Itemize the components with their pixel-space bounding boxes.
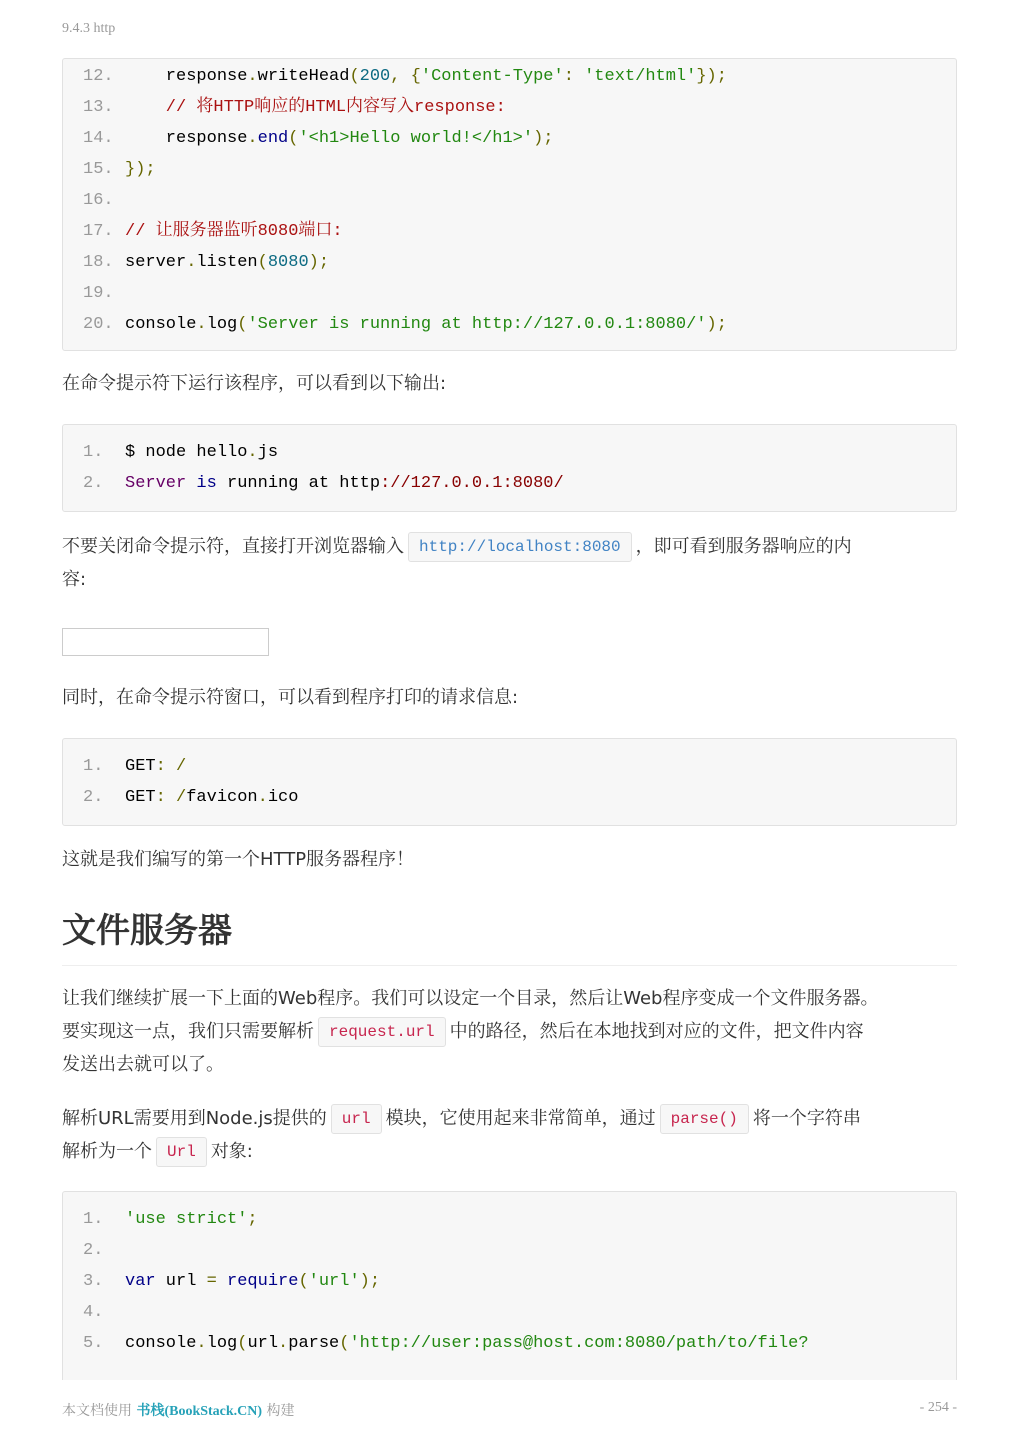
running-header: 9.4.3 http xyxy=(62,21,116,36)
inline-code-localhost-url: http://localhost:8080 xyxy=(408,532,632,562)
section-heading-file-server: 文件服务器 xyxy=(62,906,957,966)
line-number: 1. xyxy=(83,1210,104,1229)
code-line xyxy=(63,309,727,340)
paragraph-url-module xyxy=(62,1102,957,1168)
code-block-url-parse xyxy=(62,1191,957,1380)
code-text: $ node hello.js xyxy=(125,443,279,462)
inline-code-url-object: Url xyxy=(156,1137,207,1167)
code-block-server xyxy=(62,58,957,351)
footer-suffix: 构建 xyxy=(266,1403,295,1419)
paragraph-text: 对象: xyxy=(210,1141,253,1162)
line-number: 2. xyxy=(83,788,104,807)
line-number: 20. xyxy=(83,315,114,334)
code-line xyxy=(63,247,329,278)
code-text: GET: /favicon.ico xyxy=(125,788,299,807)
line-number: 3. xyxy=(83,1272,104,1291)
paragraph-text: 要实现这一点，我们只需要解析 xyxy=(62,1021,314,1042)
line-number: 14. xyxy=(83,129,114,148)
code-text: response.writeHead(200, {'Content-Type': 'text/html'}); xyxy=(125,67,727,86)
code-text: server.listen(8080); xyxy=(125,253,330,272)
code-line xyxy=(63,751,186,782)
code-text: }); xyxy=(125,160,156,179)
broken-image-placeholder xyxy=(62,628,269,656)
code-line xyxy=(63,154,156,185)
code-text: Server is running at http://127.0.0.1:8080/ xyxy=(125,474,564,493)
code-text: 'use strict'; xyxy=(125,1210,258,1229)
inline-code-request-url: request.url xyxy=(318,1017,446,1047)
line-number: 12. xyxy=(83,67,114,86)
line-number: 15. xyxy=(83,160,114,179)
code-block-output xyxy=(62,424,957,512)
paragraph-text: 让我们继续扩展一下上面的Web程序。我们可以设定一个目录，然后让Web程序变成一个文件服务器。 xyxy=(62,988,879,1009)
code-line xyxy=(63,782,298,813)
code-line xyxy=(63,278,125,309)
paragraph-text: ，即可看到服务器响应的内 xyxy=(635,536,852,557)
line-number: 1. xyxy=(83,443,104,462)
line-number: 17. xyxy=(83,222,114,241)
code-text: console.log(url.parse('http://user:pass@host.com:8080/path/to/file? xyxy=(125,1334,809,1353)
code-line xyxy=(63,1328,809,1359)
paragraph-text: 不要关闭命令提示符，直接打开浏览器输入 xyxy=(62,536,404,557)
page-number: - 254 - xyxy=(919,1400,957,1415)
paragraph-text: 模块，它使用起来非常简单，通过 xyxy=(385,1108,656,1129)
paragraph-text: 中的路径，然后在本地找到对应的文件，把文件内容 xyxy=(449,1021,864,1042)
paragraph-open-browser xyxy=(62,530,957,596)
line-number: 13. xyxy=(83,98,114,117)
line-number: 2. xyxy=(83,1241,104,1260)
code-line xyxy=(63,216,343,247)
code-text: // 让服务器监听8080端口: xyxy=(125,222,343,241)
footer-credit xyxy=(62,1400,295,1420)
paragraph-first-server: 这就是我们编写的第一个HTTP服务器程序！ xyxy=(62,849,415,870)
footer-prefix: 本文档使用 xyxy=(62,1403,132,1419)
paragraph-text: 将一个字符串 xyxy=(752,1108,861,1129)
code-line xyxy=(63,1204,258,1235)
code-block-requests xyxy=(62,738,957,826)
code-line xyxy=(63,437,278,468)
paragraph-request-info: 同时，在命令提示符窗口，可以看到程序打印的请求信息: xyxy=(62,687,519,708)
line-number: 4. xyxy=(83,1303,104,1322)
code-line xyxy=(63,185,125,216)
line-number: 2. xyxy=(83,474,104,493)
line-number: 18. xyxy=(83,253,114,272)
code-line xyxy=(63,468,564,499)
code-line xyxy=(63,1266,380,1297)
code-text: GET: / xyxy=(125,757,187,776)
code-text: console.log('Server is running at http://127.0.0.1:8080/'); xyxy=(125,315,727,334)
inline-code-parse: parse() xyxy=(660,1104,749,1134)
line-number: 1. xyxy=(83,757,104,776)
line-number: 16. xyxy=(83,191,114,210)
paragraph-text: 解析URL需要用到Node.js提供的 xyxy=(62,1108,327,1129)
paragraph-file-server-intro xyxy=(62,982,957,1081)
footer-brand-link[interactable]: 书栈(BookStack.CN) xyxy=(136,1404,263,1419)
code-text: var url = require('url'); xyxy=(125,1272,381,1291)
paragraph-text: 解析为一个 xyxy=(62,1141,152,1162)
paragraph-text: 容: xyxy=(62,569,87,590)
line-number: 19. xyxy=(83,284,114,303)
paragraph-run-program: 在命令提示符下运行该程序，可以看到以下输出: xyxy=(62,373,447,394)
code-line xyxy=(63,1235,125,1266)
code-line xyxy=(63,61,727,92)
line-number: 5. xyxy=(83,1334,104,1353)
inline-code-url: url xyxy=(331,1104,382,1134)
paragraph-text: 发送出去就可以了。 xyxy=(62,1054,224,1075)
code-text: // 将HTTP响应的HTML内容写入response: xyxy=(125,98,506,117)
code-line xyxy=(63,92,506,123)
code-line xyxy=(63,123,553,154)
code-line xyxy=(63,1297,125,1328)
code-text: response.end('<h1>Hello world!</h1>'); xyxy=(125,129,554,148)
